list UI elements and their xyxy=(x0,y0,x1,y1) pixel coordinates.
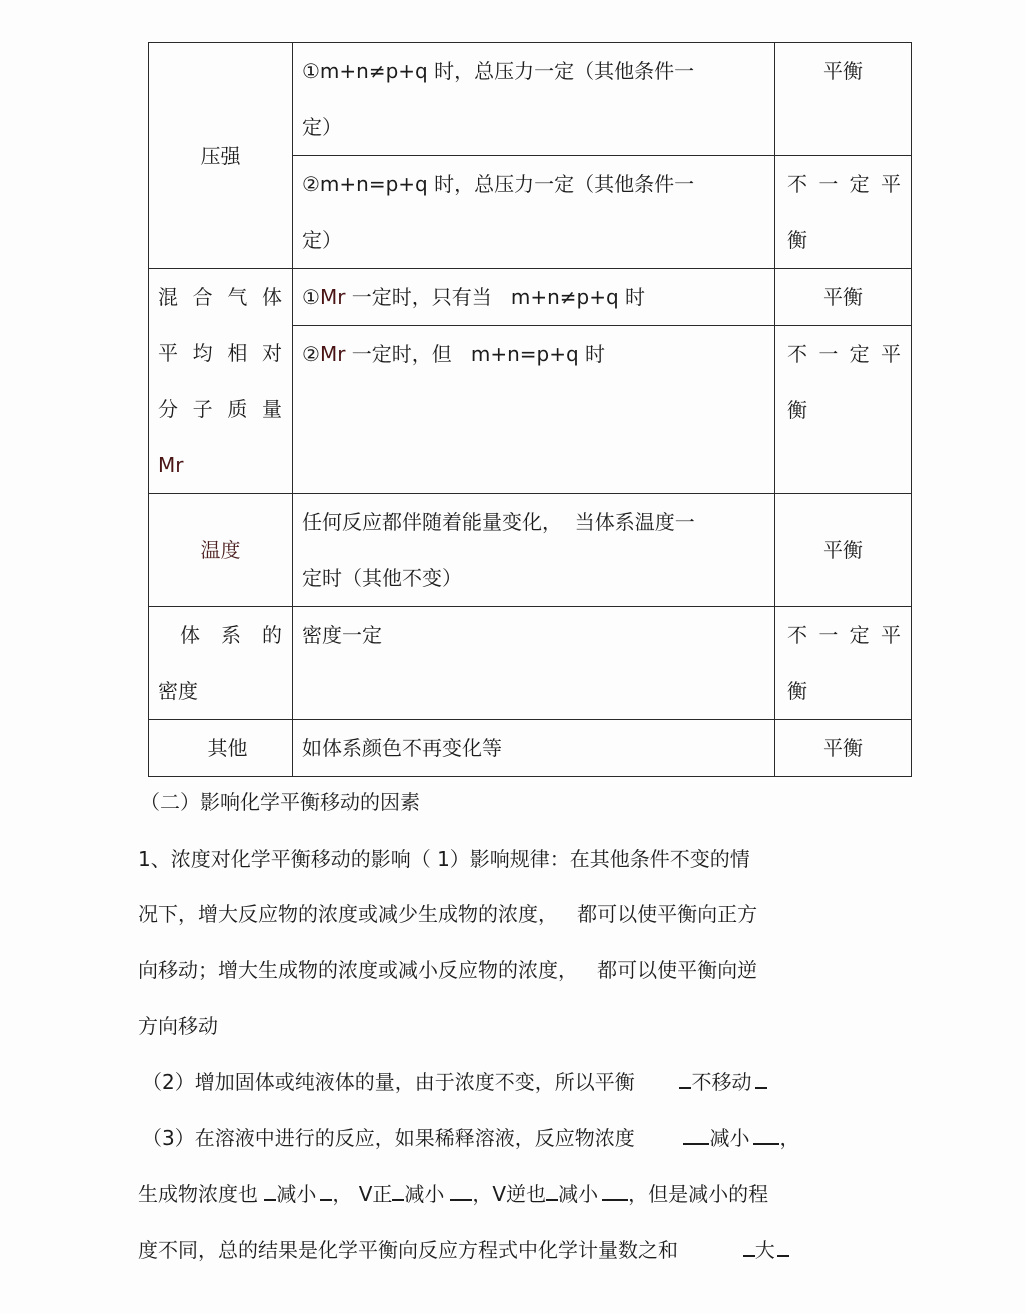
table-row-temperature xyxy=(149,494,912,607)
answer-text: 减小 xyxy=(276,1182,317,1206)
answer-blank-underline xyxy=(320,1181,332,1201)
table-row-density xyxy=(149,607,912,720)
category-line: 密度 xyxy=(158,679,198,703)
question-text: 度不同，总的结果是化学平衡向反应方程式中化学计量数之和 xyxy=(138,1238,678,1262)
table-row-mr-1 xyxy=(149,269,912,326)
condition-line: 任何反应都伴随着能量变化， 当体系温度一 xyxy=(302,510,695,534)
result-line: 衡 xyxy=(787,228,807,252)
answer-blank-underline xyxy=(392,1181,404,1201)
answer-text: 不移动 xyxy=(691,1070,752,1094)
condition-text: 一定时，但 m+n=p+q 时 xyxy=(345,342,606,366)
category-cell-mr xyxy=(149,269,293,494)
answer-text: 减小 xyxy=(709,1126,750,1150)
answer-blank-underline xyxy=(264,1181,276,1201)
mr-symbol: Mr xyxy=(319,285,346,309)
fill-in-line-3 xyxy=(142,1124,799,1152)
category-line: 混 合 气 体 xyxy=(158,285,282,309)
paragraph-line: 向移动；增大生成物的浓度或减小反应物的浓度， 都可以使平衡向逆 xyxy=(138,958,758,982)
answer-blank-underline xyxy=(743,1237,755,1257)
question-text: ， V正 xyxy=(332,1182,393,1206)
category-line: 平 均 相 对 xyxy=(158,341,282,365)
question-text: （3）在溶液中进行的反应，如果稀释溶液，反应物浓度 xyxy=(142,1126,635,1150)
result-line: 不 一 定 平 xyxy=(787,172,901,196)
condition-line: 如体系颜色不再变化等 xyxy=(302,736,502,760)
category-label: 其他 xyxy=(207,736,248,760)
category-cell-density xyxy=(149,607,293,720)
question-text: 生成物浓度也 xyxy=(138,1182,265,1206)
condition-cell xyxy=(293,156,775,269)
condition-cell xyxy=(293,43,775,156)
condition-cell xyxy=(293,494,775,607)
result-line: 不 一 定 平 xyxy=(787,342,901,366)
result-cell xyxy=(775,43,912,156)
condition-line: 密度一定 xyxy=(302,623,382,647)
condition-cell xyxy=(293,720,775,777)
category-line: 体 系 的 xyxy=(180,623,282,647)
fill-in-line-4 xyxy=(138,1180,768,1208)
condition-line: 定） xyxy=(302,115,342,139)
mr-symbol: Mr xyxy=(319,342,346,366)
result-label: 平衡 xyxy=(823,538,863,562)
category-label: 压强 xyxy=(200,143,241,168)
result-cell xyxy=(775,494,912,607)
paragraph-line: 况下，增大反应物的浓度或减少生成物的浓度， 都可以使平衡向正方 xyxy=(138,902,758,926)
condition-cell xyxy=(293,607,775,720)
answer-text: 减小 xyxy=(558,1182,599,1206)
answer-blank-underline xyxy=(679,1069,691,1089)
condition-cell xyxy=(293,326,775,494)
condition-marker: ① xyxy=(302,285,320,309)
answer-blank-underline xyxy=(777,1237,789,1257)
result-cell xyxy=(775,269,912,326)
result-line: 不 一 定 平 xyxy=(787,623,901,647)
fill-in-line-2 xyxy=(142,1068,767,1096)
answer-blank-underline xyxy=(602,1181,628,1201)
question-text: ，V逆也 xyxy=(472,1182,547,1206)
result-cell xyxy=(775,326,912,494)
condition-line: 定） xyxy=(302,228,342,252)
category-cell-temperature xyxy=(149,494,293,607)
condition-line: ①m+n≠p+q 时，总压力一定（其他条件一 xyxy=(302,59,695,83)
condition-line: 定时（其他不变） xyxy=(302,566,462,590)
table-row-pressure-1 xyxy=(149,43,912,156)
result-label: 平衡 xyxy=(823,736,863,760)
result-line: 衡 xyxy=(787,679,807,703)
punctuation: ， xyxy=(779,1126,800,1150)
result-line: 衡 xyxy=(787,398,807,422)
paragraph-line: 1、浓度对化学平衡移动的影响（ 1）影响规律：在其他条件不变的情 xyxy=(138,847,750,871)
answer-text: 大 xyxy=(754,1238,775,1262)
result-cell xyxy=(775,156,912,269)
fill-in-line-5 xyxy=(138,1236,789,1264)
category-label: 温度 xyxy=(200,538,241,562)
category-line: 分 子 质 量 xyxy=(158,397,282,421)
paragraph-line: 方向移动 xyxy=(138,1014,218,1038)
answer-blank-underline xyxy=(683,1125,709,1145)
result-label: 平衡 xyxy=(823,59,863,83)
condition-cell xyxy=(293,269,775,326)
question-text: （2）增加固体或纯液体的量，由于浓度不变，所以平衡 xyxy=(142,1070,635,1094)
section-heading: （二）影响化学平衡移动的因素 xyxy=(140,790,420,814)
table-row-other xyxy=(149,720,912,777)
condition-marker: ② xyxy=(302,342,320,366)
category-cell-other xyxy=(149,720,293,777)
answer-blank-underline xyxy=(755,1069,767,1089)
result-label: 平衡 xyxy=(823,285,863,309)
question-text: ，但是减小的程 xyxy=(628,1182,769,1206)
result-cell xyxy=(775,720,912,777)
answer-blank-underline xyxy=(450,1181,472,1201)
answer-blank-underline xyxy=(753,1125,779,1145)
answer-text: 减小 xyxy=(404,1182,445,1206)
condition-line: ②m+n=p+q 时，总压力一定（其他条件一 xyxy=(302,172,695,196)
result-cell xyxy=(775,607,912,720)
equilibrium-criteria-table xyxy=(148,42,912,777)
category-cell-pressure xyxy=(149,43,293,269)
condition-text: 一定时，只有当 m+n≠p+q 时 xyxy=(345,285,646,309)
category-line: Mr xyxy=(158,453,184,477)
answer-blank-underline xyxy=(546,1181,558,1201)
